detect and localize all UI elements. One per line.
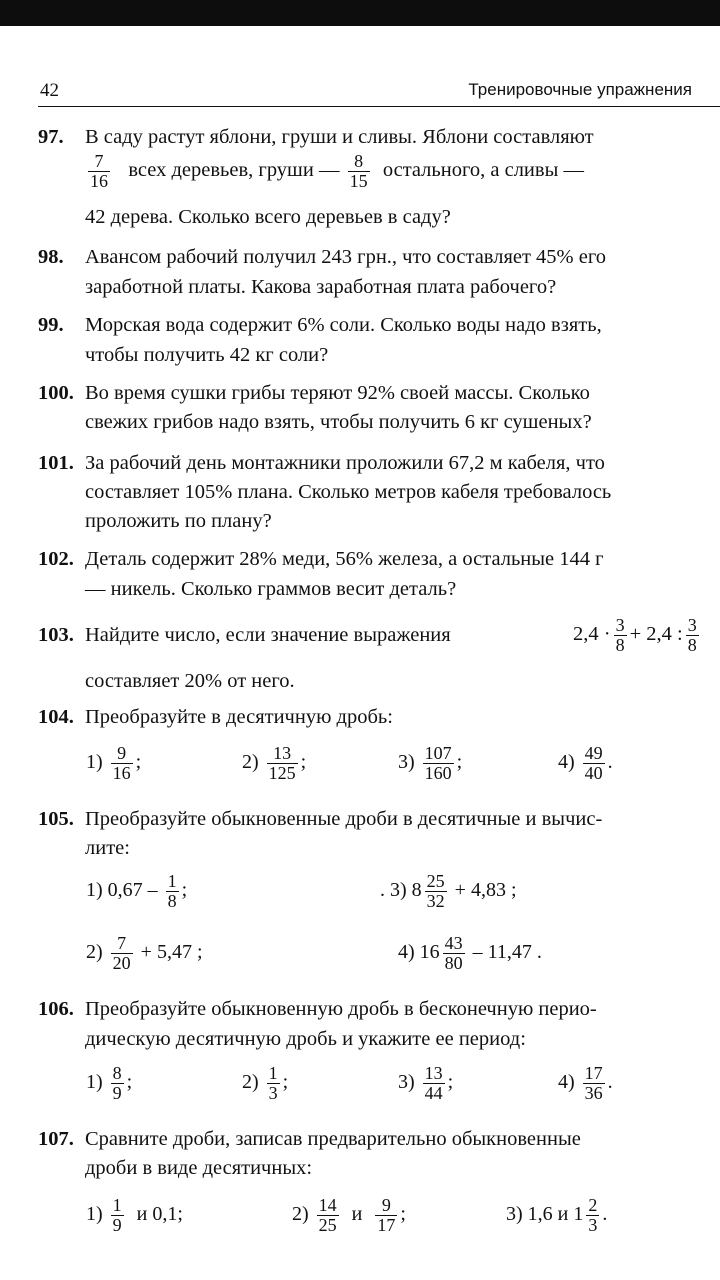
problem-text: Преобразуйте обыкновенные дроби в десятичные и вычис- (85, 808, 603, 830)
fraction: $\frac{49}{40}$ (584, 743, 603, 783)
problem-number: 100. (38, 382, 74, 404)
problem-text: заработной платы. Какова заработная плата рабочего? (85, 276, 557, 298)
problem-text: Преобразуйте обыкновенную дробь в бесконечную перио- (85, 998, 597, 1020)
fraction: $\frac{17}{36}$ (584, 1063, 603, 1103)
exercise-item: 1) $\frac{8}{9}$ ; (86, 1063, 133, 1103)
header-rule (38, 106, 720, 107)
problem-text: проложить по плану? (85, 510, 272, 532)
fraction: $\frac{7}{20}$ (112, 933, 131, 973)
exercise-item: 3) 1,6 и 1 $\frac{2}{3}$ . (506, 1195, 608, 1235)
fraction: $\frac{13}{125}$ (268, 743, 296, 783)
fraction: $\frac{9}{17}$ (377, 1195, 396, 1235)
problem-text: $\frac{7}{16}$ всех деревьев, груши — $\frac{8}{15}$ остального, а сливы — (90, 151, 584, 191)
fraction: $\frac{8}{9}$ (112, 1063, 122, 1103)
problem-text: чтобы получить 42 кг соли? (85, 344, 329, 366)
fraction: $\frac{2}{3}$ (588, 1195, 598, 1235)
problem-text: В саду растут яблони, груши и сливы. Яблони составляют (85, 126, 594, 148)
page-number: 42 (40, 80, 59, 101)
top-status-bar (0, 0, 720, 26)
fraction: $\frac{7}{16}$ (90, 151, 108, 191)
exercise-item: 2) $\frac{1}{3}$ ; (242, 1063, 289, 1103)
exercise-item: 2) $\frac{14}{25}$ и $\frac{9}{17}$ ; (292, 1195, 406, 1235)
problem-text: лите: (85, 837, 130, 859)
fraction: $\frac{13}{44}$ (424, 1063, 443, 1103)
problem-number: 102. (38, 548, 74, 570)
problem-number: 107. (38, 1128, 74, 1150)
problem-number: 97. (38, 126, 64, 148)
problem-number: 106. (38, 998, 74, 1020)
exercise-item: 2) $\frac{13}{125}$ ; (242, 743, 307, 783)
problem-number: 98. (38, 246, 64, 268)
problem-text: Деталь содержит 28% меди, 56% железа, а остальные 144 г (85, 548, 604, 570)
exercise-item: 3) $\frac{13}{44}$ ; (398, 1063, 454, 1103)
fraction: $\frac{9}{16}$ (112, 743, 131, 783)
problem-text: Морская вода содержит 6% соли. Сколько воды надо взять, (85, 314, 602, 336)
problem-text: Сравните дроби, записав предварительно обыкновенные (85, 1128, 581, 1150)
fraction: $\frac{107}{160}$ (424, 743, 452, 783)
problem-text: дроби в виде десятичных: (85, 1157, 313, 1179)
problem-text: 42 дерева. Сколько всего деревьев в саду? (85, 206, 451, 228)
exercise-item: 3) $\frac{107}{160}$ ; (398, 743, 463, 783)
problem-number: 104. (38, 706, 74, 728)
problem-text: За рабочий день монтажники проложили 67,2 м кабеля, что (85, 452, 605, 474)
problem-text: свежих грибов надо взять, чтобы получить 6 кг сушеных? (85, 411, 592, 433)
expression: 2,4 · $\frac{3}{8}$ + 2,4 : $\frac{3}{8}$ (573, 615, 697, 655)
fraction: $\frac{3}{8}$ (615, 615, 625, 655)
running-title: Тренировочные упражнения (468, 80, 692, 99)
fraction: $\frac{1}{3}$ (268, 1063, 278, 1103)
problem-text: — никель. Сколько граммов весит деталь? (85, 578, 457, 600)
problem-text: Авансом рабочий получил 243 грн., что составляет 45% его (85, 246, 606, 268)
fraction: $\frac{43}{80}$ (444, 933, 463, 973)
exercise-item: 4) $\frac{17}{36}$ . (558, 1063, 613, 1103)
exercise-item: 1) $\frac{1}{9}$ и 0,1; (86, 1195, 183, 1235)
exercise-item: 1) 0,67 – $\frac{1}{8}$ ; (86, 871, 188, 911)
problem-number: 99. (38, 314, 64, 336)
exercise-item: 1) $\frac{9}{16}$ ; (86, 743, 142, 783)
fraction: $\frac{25}{32}$ (426, 871, 445, 911)
page-header (40, 80, 720, 106)
exercise-item: . 3) 8 $\frac{25}{32}$ + 4,83 ; (380, 871, 517, 911)
fraction: $\frac{3}{8}$ (687, 615, 697, 655)
problem-text: составляет 105% плана. Сколько метров кабеля требовалось (85, 481, 612, 503)
fraction: $\frac{1}{8}$ (167, 871, 177, 911)
problem-number: 103. (38, 624, 74, 646)
problem-text: Найдите число, если значение выражения (85, 624, 451, 646)
fraction: $\frac{14}{25}$ (318, 1195, 337, 1235)
problem-text: Во время сушки грибы теряют 92% своей массы. Сколько (85, 382, 590, 404)
problem-number: 101. (38, 452, 74, 474)
problem-number: 105. (38, 808, 74, 830)
exercise-item: 4) $\frac{49}{40}$ . (558, 743, 613, 783)
problem-text: Преобразуйте в десятичную дробь: (85, 706, 393, 728)
fraction: $\frac{1}{9}$ (112, 1195, 122, 1235)
fraction: $\frac{8}{15}$ (349, 151, 368, 191)
problem-text: дическую десятичную дробь и укажите ее период: (85, 1028, 526, 1050)
problem-text: составляет 20% от него. (85, 670, 295, 692)
exercise-item: 2) $\frac{7}{20}$ + 5,47 ; (86, 933, 203, 973)
exercise-item: 4) 16 $\frac{43}{80}$ – 11,47 . (398, 933, 542, 973)
